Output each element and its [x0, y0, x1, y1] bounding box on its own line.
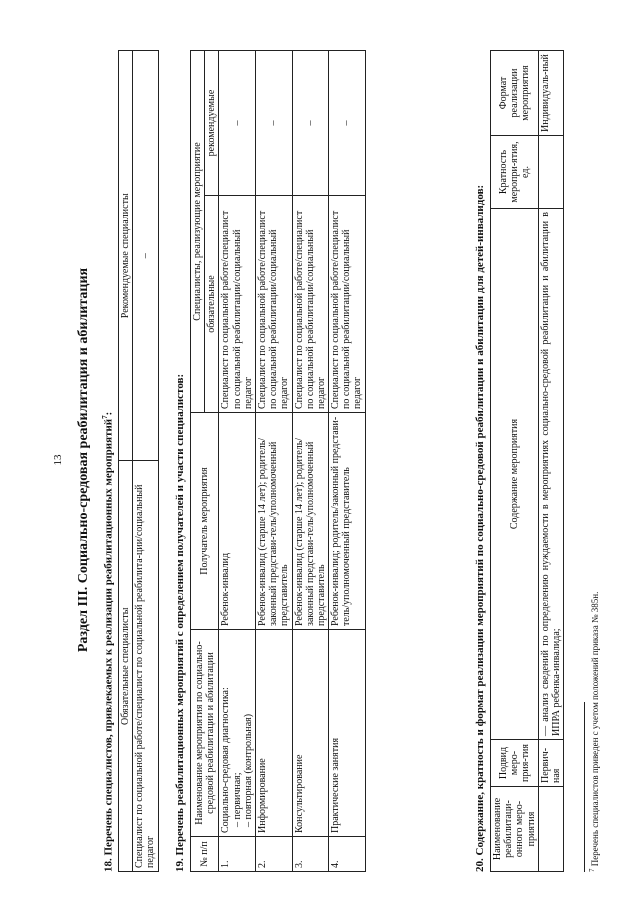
- item18-heading: [102, 412, 115, 872]
- col-measure-name: Наименование мероприятия по социально-средовой реабилитации и абилитации: [191, 630, 219, 837]
- measure-name-line: – первичная;: [231, 772, 243, 827]
- row-recommended: –: [255, 51, 292, 196]
- footnote: [589, 592, 600, 872]
- footnote-text: Перечень специалистов приведен с учетом положений приказа № 385н.: [590, 591, 600, 867]
- footnote-mark: 7: [588, 868, 596, 872]
- cell-frequency: [538, 136, 563, 209]
- col-required-specialists: Обязательные специалисты: [119, 461, 133, 872]
- required-specialists-value: Специалист по социальной работе/специалист по социальной реабилита-ции/социальный педагог: [133, 461, 158, 872]
- row-required: Специалист по социальной работе/специалист по социальной реабилитации/социальный педагог: [292, 196, 329, 413]
- cell-subtype: Первич-ная: [538, 740, 563, 787]
- row-recommended: –: [219, 51, 256, 196]
- col-num: № п/п: [191, 837, 219, 872]
- cell-content: — анализ сведений по определению нуждаемости в мероприятиях социально-средовой реабилитации и абилитации в ИПРА ребенка-инвалида;: [538, 209, 563, 740]
- item18-footnote-mark: 7: [101, 415, 109, 419]
- row-measure-name: Консультирование: [292, 630, 329, 837]
- col-recommended-specialists: Рекомендуемые специалисты: [119, 51, 133, 462]
- section-title: Раздел III. Социально-средовая реабилитация и абилитация: [76, 267, 91, 653]
- cell-rehab-name: [538, 787, 563, 872]
- row-num: 3.: [292, 837, 329, 872]
- col-required: обязательные: [205, 196, 219, 413]
- measures-table: [190, 50, 366, 872]
- row-num: 2.: [255, 837, 292, 872]
- row-num: 1.: [219, 837, 256, 872]
- table-row: [329, 51, 366, 872]
- col-rehab-name: Наименование реабилитаци-онного меро-приятия: [491, 787, 539, 872]
- specialists-table: [118, 50, 159, 872]
- item20-heading: 20. Содержание, кратность и формат реализации мероприятий по социально-средовой реабилитации и абилитации для детей-инвалидов:: [474, 184, 486, 872]
- row-measure-name: Информирование: [255, 630, 292, 837]
- row-recommended: –: [292, 51, 329, 196]
- item18-heading-text: 18. Перечень специалистов, привлекаемых к реализации реабилитационных мероприятий: [102, 418, 115, 872]
- item18-heading-end: :: [102, 411, 115, 416]
- cell-format: Индивидуаль-ный: [538, 51, 563, 136]
- row-recommended: –: [329, 51, 366, 196]
- row-recipient: Ребенок-инвалид; родитель/законный представи-тель/уполномоченный представитель: [329, 413, 366, 630]
- row-recipient: Ребенок-инвалид (старше 14 лет); родитель/законный представи-тель/уполномоченный представитель: [292, 413, 329, 630]
- recommended-specialists-value: –: [133, 51, 158, 462]
- footnote-divider: [584, 702, 585, 872]
- col-specialists: Специалисты, реализующие мероприятие: [191, 51, 205, 413]
- table-row: [292, 51, 329, 872]
- col-recommended: рекомендуемые: [205, 51, 219, 196]
- col-format: Формат реализации мероприятия: [491, 51, 539, 136]
- row-measure-name: Практические занятия: [329, 630, 366, 837]
- measure-name-line: – повторная (контрольная): [242, 713, 254, 827]
- table-row: [219, 51, 256, 872]
- row-required: Специалист по социальной работе/специалист по социальной реабилитации/социальный педагог: [219, 196, 256, 413]
- row-num: 4.: [329, 837, 366, 872]
- col-frequency: Кратность меропри-ятия, ед.: [491, 136, 539, 209]
- row-required: Специалист по социальной работе/специалист по социальной реабилитации/социальный педагог: [329, 196, 366, 413]
- col-subtype: Подвид меро-прия-тия: [491, 740, 539, 787]
- col-content: Содержание мероприятия: [491, 209, 539, 740]
- table-row: [255, 51, 292, 872]
- content-format-table: [490, 50, 564, 872]
- row-recipient: Ребенок-инвалид (старше 14 лет); родитель/законный представи-тель/уполномоченный представитель: [255, 413, 292, 630]
- col-recipient: Получатель мероприятия: [191, 413, 219, 630]
- table-row: [538, 51, 563, 872]
- row-recipient: Ребенок-инвалид: [219, 413, 256, 630]
- measure-name-line: Социально-средовая диагностика:: [220, 687, 232, 833]
- page-number: 13: [52, 454, 64, 466]
- rotated-content: [50, 40, 610, 880]
- row-required: Специалист по социальной работе/специалист по социальной реабилитации/социальный педагог: [255, 196, 292, 413]
- row-measure-name: [219, 630, 256, 837]
- item19-heading: 19. Перечень реабилитационных мероприятий с определением получателей и участи специалистов:: [174, 373, 186, 872]
